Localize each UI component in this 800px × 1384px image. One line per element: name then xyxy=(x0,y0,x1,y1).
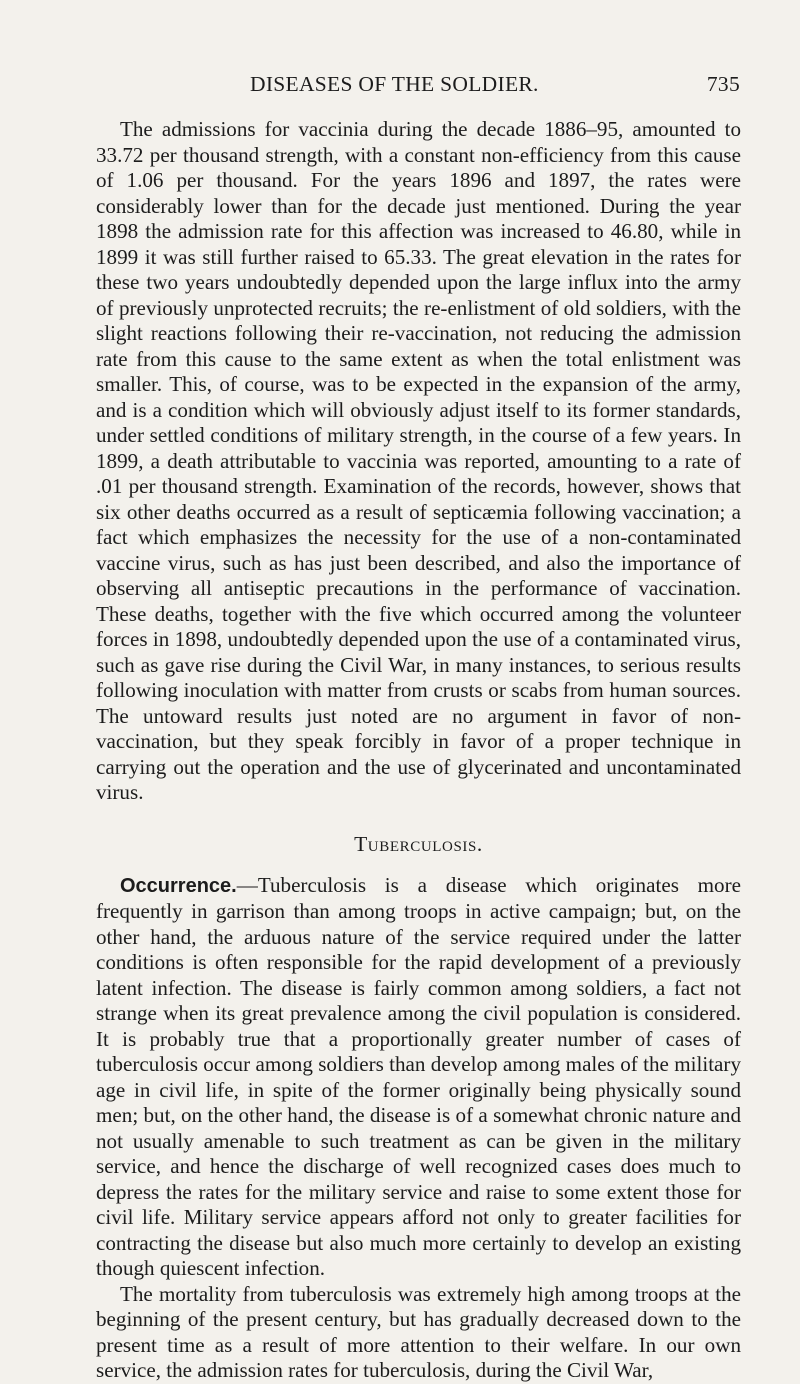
running-title: DISEASES OF THE SOLDIER. xyxy=(250,72,539,96)
page-number: 735 xyxy=(706,72,740,96)
runin-heading-occurrence: Occurrence. xyxy=(120,874,237,897)
section-heading-tuberculosis: Tuberculosis. xyxy=(354,831,483,856)
paragraph-occurrence-text: —Tuberculosis is a disease which originates more frequently in garrison than among troops in active campaign; but, on the other hand, the arduous nature of the service required under the latter conditions is often responsible for the rapid development of a previously latent infection. The disease is fairly common among soldiers, a fact not strange when its great prevalence among the civil population is considered. It is probably true that a proportionally greater number of cases of tuberculosis occur among soldiers than develop among males of the military age in civil life, in spite of the former originally being physically sound men; but, on the other hand, the disease is of a somewhat chronic nature and not usually amenable to such treatment as can be given in the military service, and hence the discharge of well recognized cases does much to depress the rates for the military service and raise to some extent those for civil life. Military service appears afford not only to greater facilities for contracting the disease but also much more certainly to develop an existing though quiescent infection. xyxy=(96,872,741,1280)
paragraph-vaccinia: The admissions for vaccinia during the decade 1886–95, amounted to 33.72 per thousand strength, with a constant non-efficiency from this cause of 1.06 per thousand. For the years 1896 and 1897, the rates were considerably lower than for the decade just mentioned. During the year 1898 the admission rate for this affection was increased to 46.80, while in 1899 it was still further raised to 65.33. The great elevation in the rates for these two years undoubtedly depended upon the large influx into the army of previously unprotected recruits; the re-enlistment of old soldiers, with the slight reactions following their re-vaccination, not reducing the admission rate from this cause to the same extent as when the total enlistment was smaller. This, of course, was to be expected in the expansion of the army, and is a condition which will obviously adjust itself to its former standards, under settled conditions of military strength, in the course of a few years. In 1899, a death attributable to vaccinia was reported, amounting to a rate of .01 per thousand strength. Examination of the records, however, shows that six other deaths occurred as a result of septicæmia following vaccination; a fact which emphasizes the necessity for the use of a non-contaminated vaccine virus, such as has just been described, and also the importance of observing all antiseptic precautions in the performance of vaccination. These deaths, together with the five which occurred among the volunteer forces in 1898, undoubtedly depended upon the use of a contaminated virus, such as gave rise during the Civil War, in many instances, to serious results following inoculation with matter from crusts or scabs from human sources. The untoward results just noted are no argument in favor of non-vaccination, but they speak forcibly in favor of a proper technique in carrying out the operation and the use of glycerinated and uncontaminated virus. xyxy=(96,117,741,804)
paragraph-mortality: The mortality from tuberculosis was extremely high among troops at the beginning of the present century, but has gradually decreased down to the present time as a result of more attention to their welfare. In our own service, the admission rates for tuberculosis, during the Civil War, xyxy=(96,1281,741,1382)
running-header xyxy=(95,72,740,102)
page-body xyxy=(96,117,741,1384)
paragraph-occurrence xyxy=(96,873,741,1282)
